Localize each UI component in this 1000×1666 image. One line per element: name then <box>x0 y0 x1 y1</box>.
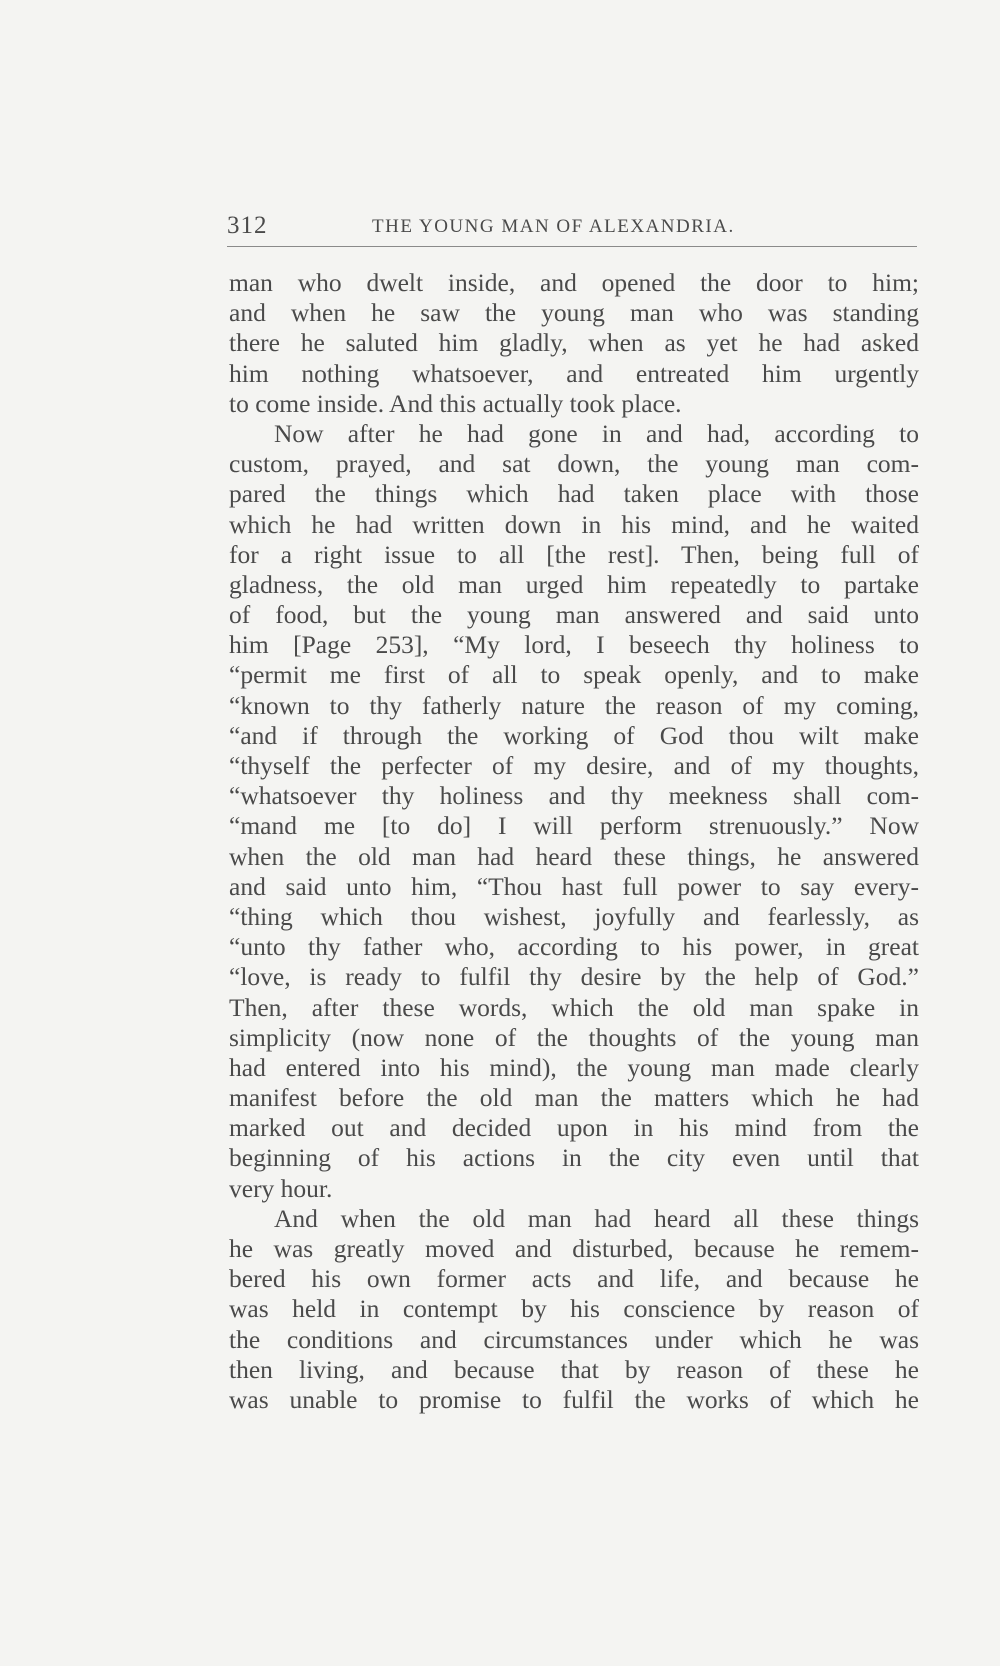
text-line: of food, but the young man answered and said unto <box>229 600 919 630</box>
text-line: simplicity (now none of the thoughts of the young man <box>229 1022 919 1052</box>
text-line: he was greatly moved and disturbed, because he remem- <box>229 1234 919 1263</box>
running-head <box>227 212 917 247</box>
text-line: very hour. <box>229 1173 333 1203</box>
text-line: “and if through the working of God thou wilt make <box>229 720 919 750</box>
text-line: him nothing whatsoever, and entreated him urgently <box>229 358 919 388</box>
text-line: manifest before the old man the matters which he had <box>229 1083 919 1113</box>
text-line: “love, is ready to fulfil thy desire by the help of God.” <box>229 962 919 992</box>
text-line: “known to thy fatherly nature the reason of my coming, <box>229 690 919 720</box>
text-line: beginning of his actions in the city even until that <box>229 1143 919 1173</box>
text-line: and said unto him, “Thou hast full power to say every- <box>229 871 919 901</box>
text-line: custom, prayed, and sat down, the young man com- <box>229 449 919 479</box>
text-line: “mand me [to do] I will perform strenuously.” Now <box>229 811 919 841</box>
text-line: And when the old man had heard all these things <box>274 1203 919 1233</box>
text-line: when the old man had heard these things, he answered <box>229 841 919 871</box>
text-line: Then, after these words, which the old man spake in <box>229 992 919 1022</box>
text-line: “unto thy father who, according to his power, in great <box>229 932 919 962</box>
text-line: “permit me first of all to speak openly, and to make <box>229 660 919 690</box>
text-line: “thing which thou wishest, joyfully and fearlessly, as <box>229 901 919 931</box>
running-title: THE YOUNG MAN OF ALEXANDRIA. <box>372 216 735 237</box>
text-line: him [Page 253], “My lord, I beseech thy holiness to <box>229 630 919 660</box>
body-text <box>229 268 919 1415</box>
text-line: and when he saw the young man who was standing <box>229 298 919 328</box>
text-line: to come inside. And this actually took place. <box>229 388 682 418</box>
text-line: “thyself the perfecter of my desire, and of my thoughts, <box>229 751 919 780</box>
text-line: “whatsoever thy holiness and thy meekness shall com- <box>229 781 919 811</box>
text-line: Now after he had gone in and had, according to <box>274 418 919 448</box>
text-line: man who dwelt inside, and opened the door to him; <box>229 268 919 297</box>
text-line: the conditions and circumstances under which he was <box>229 1324 919 1354</box>
page-number: 312 <box>227 212 268 239</box>
text-line: which he had written down in his mind, and he waited <box>229 509 919 539</box>
text-line: then living, and because that by reason of these he <box>229 1354 919 1384</box>
text-line: had entered into his mind), the young man made clearly <box>229 1052 919 1082</box>
text-line: there he saluted him gladly, when as yet he had asked <box>229 328 919 358</box>
text-line: marked out and decided upon in his mind from the <box>229 1113 919 1143</box>
text-line: bered his own former acts and life, and because he <box>229 1264 919 1294</box>
text-line: pared the things which had taken place with those <box>229 479 919 509</box>
text-line: was held in contempt by his conscience by reason of <box>229 1294 919 1324</box>
text-line: gladness, the old man urged him repeatedly to partake <box>229 569 919 599</box>
text-line: was unable to promise to fulfil the works of which he <box>229 1384 919 1414</box>
text-line: for a right issue to all [the rest]. Then, being full of <box>229 539 919 569</box>
